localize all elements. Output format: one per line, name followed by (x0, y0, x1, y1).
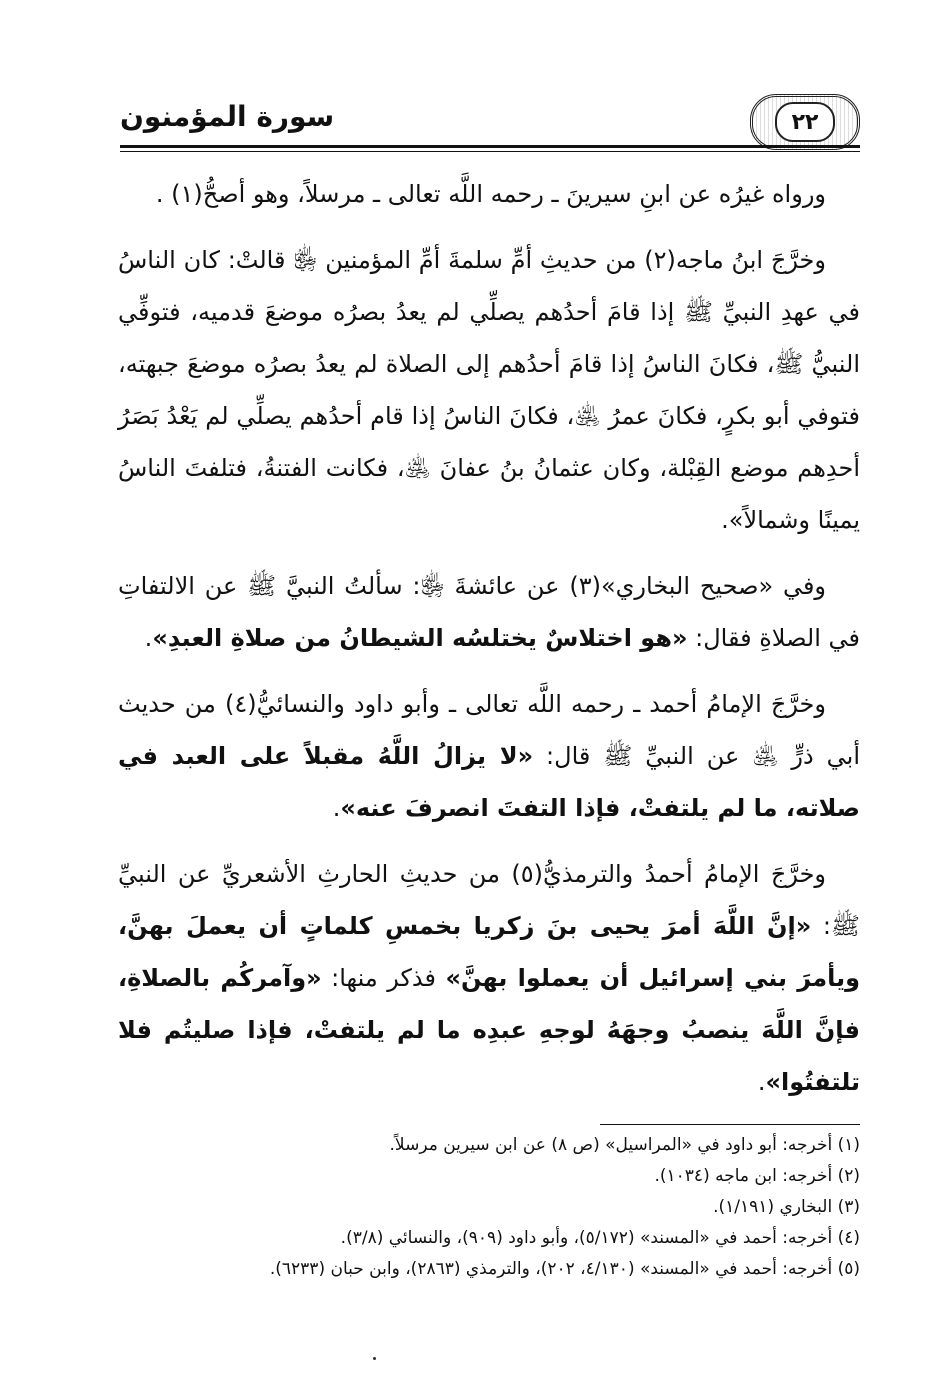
header-rule-thin (120, 151, 860, 152)
hadith-quote: «هو اختلاسٌ يختلسُه الشيطانُ من صلاةِ العبدِ» (152, 624, 688, 652)
page-number: ٢٢ (775, 102, 835, 142)
footnote-2: (٢) أخرجه: ابن ماجه (١٠٣٤). (654, 1166, 860, 1186)
scan-speck (373, 1357, 376, 1360)
paragraph-3-end: . (144, 624, 153, 652)
header-rule-thick (120, 145, 860, 148)
paragraph-5 (118, 848, 860, 1108)
footnotes (118, 1130, 860, 1285)
footnote-5: (٥) أخرجه: أحمد في «المسند» (٤/١٣٠، ٢٠٢)، والترمذي (٢٨٦٣)، وابن حبان (٦٢٣٣). (269, 1259, 860, 1279)
paragraph-4 (118, 678, 860, 834)
hadith-quote: «لا يزالُ اللَّهُ مقبلاً على العبد في صلاته، ما لم يلتفتْ، فإذا التفتَ انصرفَ عنه» (118, 742, 860, 822)
paragraph-2 (118, 234, 860, 546)
paragraph-2-text: وخرَّجَ ابنُ ماجه(٢) من حديثِ أمِّ سلمةَ أمِّ المؤمنين ﵂ قالتْ: كان الناسُ في عهدِ النبيِّ ﷺ إذا قامَ أحدُهم يصلِّي لم يعدُ بصرُه موضعَ قدميه، فتوفِّي النبيُّ ﷺ، فكانَ الناسُ إذا قامَ أحدُهم إلى الصلاة لم يعدُ بصرُه موضعَ جبهته، فتوفي أبو بكرٍ، فكانَ عمرُ ﵁، فكانَ الناسُ إذا قام أحدُهم يصلِّي لم يَعْدُ بَصَرُ أحدِهم موضع القِبْلة، وكان عثمانُ بنُ عفانَ ﵁، فكانت الفتنةُ، فتلفتَ الناسُ يمينًا وشمالاً». (118, 246, 860, 534)
paragraph-5-end: . (757, 1068, 766, 1096)
paragraph-1-text: ورواه غيرُه عن ابنِ سيرينَ ـ رحمه اللَّه تعالى ـ مرسلاً، وهو أصحُّ(١) . (155, 180, 826, 208)
footnote-3: (٣) البخاري (١/١٩١). (713, 1197, 860, 1217)
paragraph-1 (118, 168, 860, 220)
hadith-quote: «إنَّ اللَّهَ أمرَ يحيى بنَ زكريا بخمسِ كلماتٍ أن يعملَ بهنَّ، ويأمرَ بني إسرائيل أن يعملوا بهنَّ» (118, 912, 861, 992)
paragraph-5-text: وخرَّجَ الإمامُ أحمدُ والترمذيُّ(٥) من حديثِ الحارثِ الأشعريِّ عن النبيِّ ﷺ: (118, 860, 860, 940)
surah-title: سورة المؤمنون (120, 100, 335, 133)
hadith-quote: «وآمركُم بالصلاةِ، فإنَّ اللَّهَ ينصبُ وجهَهُ لوجهِ عبدِه ما لم يلتفتْ، فإذا صليتُم فلا تلتفتُوا» (118, 964, 860, 1096)
footnote-separator (600, 1124, 860, 1125)
page-number-badge (750, 94, 860, 150)
page-header (120, 88, 860, 148)
main-text (118, 168, 860, 1122)
paragraph-3-text: وفي «صحيح البخاري»(٣) عن عائشةَ ﵂: سألتُ النبيَّ ﷺ عن الالتفاتِ في الصلاةِ فقال: (118, 572, 860, 652)
paragraph-3 (118, 560, 860, 664)
paragraph-4-end: . (332, 794, 341, 822)
paragraph-4-text: وخرَّجَ الإمامُ أحمد ـ رحمه اللَّه تعالى ـ وأبو داود والنسائيُّ(٤) من حديث أبي ذرٍّ ﵁ عن النبيِّ ﷺ قال: (118, 690, 861, 770)
paragraph-5-mid: فذكر منها: (321, 964, 446, 992)
footnote-4: (٤) أخرجه: أحمد في «المسند» (٥/١٧٢)، وأبو داود (٩٠٩)، والنسائي (٣/٨). (340, 1228, 860, 1248)
footnote-1: (١) أخرجه: أبو داود في «المراسيل» (ص ٨) عن ابن سيرين مرسلاً. (389, 1135, 860, 1155)
